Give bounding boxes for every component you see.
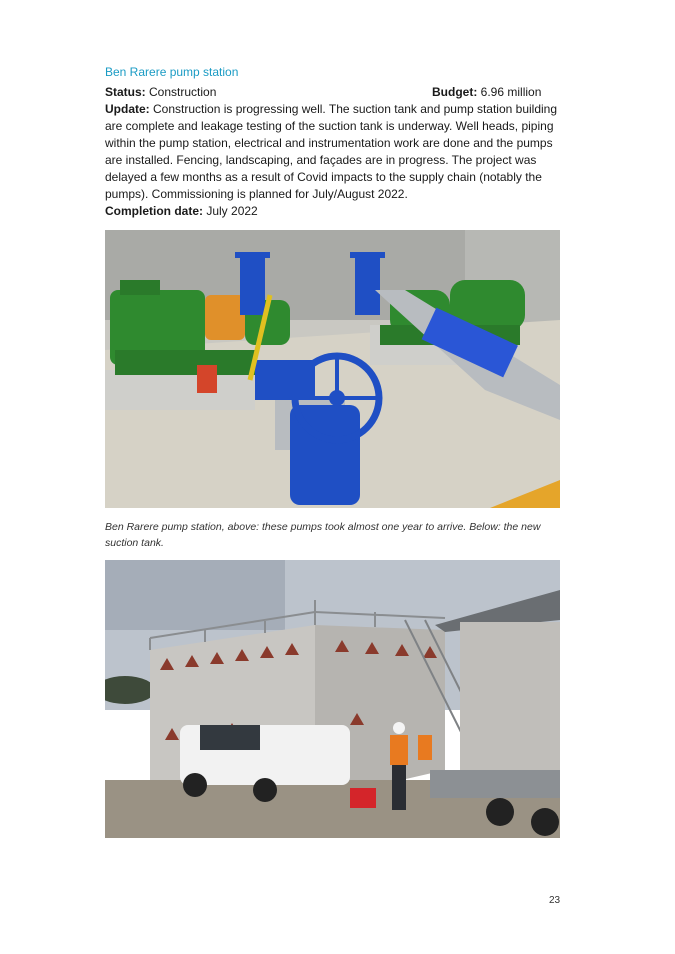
page-number: 23 <box>549 895 561 906</box>
status-value: Construction <box>149 85 217 99</box>
budget-line <box>432 84 541 101</box>
update-paragraph <box>105 101 560 203</box>
status-line <box>105 84 216 101</box>
update-label: Update: <box>105 102 150 116</box>
budget-label: Budget: <box>432 85 478 99</box>
update-text: Construction is progressing well. The suction tank and pump station building are complete and leakage testing of the suction tank is underway. Well heads, piping within the pump station, electrical and instrumentation work are done and the pumps are installed. Fencing, landscaping, and façades are in progress. The project was delayed a few months as a result of Covid impacts to the supply chain (notably the pumps). Commissioning is planned for July/August 2022. <box>105 102 558 201</box>
completion-label: Completion date: <box>105 204 203 218</box>
status-label: Status: <box>105 85 146 99</box>
pump-station-photo <box>105 230 560 508</box>
section-heading: Ben Rarere pump station <box>105 65 239 79</box>
completion-line <box>105 203 258 220</box>
suction-tank-photo <box>105 560 560 838</box>
photo-caption: Ben Rarere pump station, above: these pumps took almost one year to arrive. Below: the new suction tank. <box>105 521 541 549</box>
completion-value: July 2022 <box>206 204 258 218</box>
budget-value: 6.96 million <box>480 85 542 99</box>
